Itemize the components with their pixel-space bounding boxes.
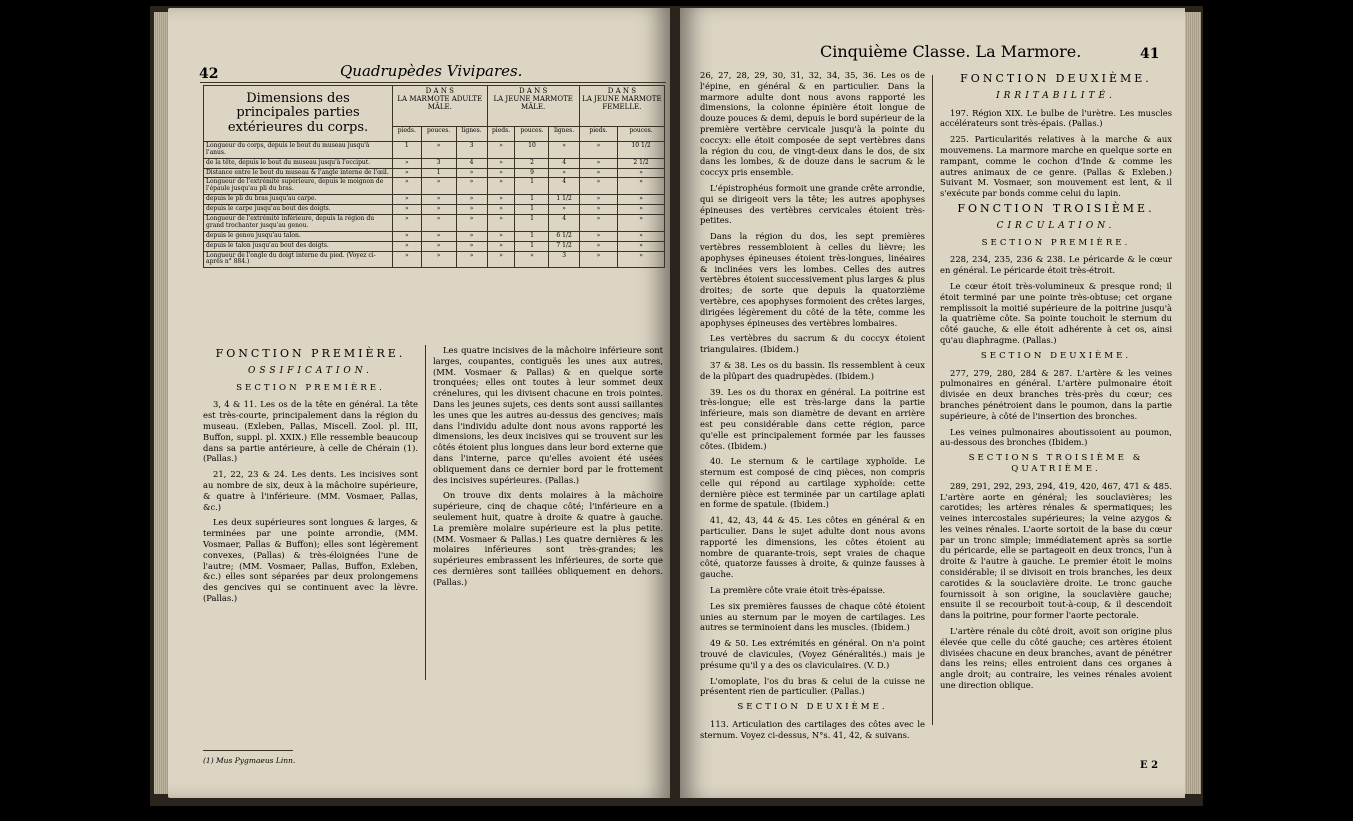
table-cell: 4 xyxy=(549,158,579,168)
table-cell: 9 xyxy=(515,168,549,178)
section-heading: SECTIONS TROISIÈME & QUATRIÈME. xyxy=(968,453,1144,474)
table-cell: 1 xyxy=(515,215,549,232)
left-running-head: Quadrupèdes Vivipares. xyxy=(340,62,523,80)
table-cell: » xyxy=(618,168,665,178)
unit-header: pouces. xyxy=(618,126,665,141)
paragraph: 49 & 50. Les extrémités en général. On n'a point trouvé de clavicules, (Voyez Généralités.) mais je présume qu'il y a des os claviculaires. (V. D.) xyxy=(700,638,925,670)
section-heading: CIRCULATION. xyxy=(996,220,1116,231)
section-heading: IRRITABILITÉ. xyxy=(996,90,1116,101)
table-cell: » xyxy=(393,168,422,178)
right-column-2 xyxy=(940,70,1172,696)
table-cell: » xyxy=(579,215,617,232)
table-cell: » xyxy=(421,205,456,215)
table-cell: 10 xyxy=(515,141,549,158)
unit-header: pieds. xyxy=(487,126,515,141)
table-cell: » xyxy=(421,241,456,251)
table-cell: » xyxy=(579,168,617,178)
table-cell: » xyxy=(456,168,487,178)
row-label: de la tête, depuis le bout du museau jusqu'à l'occiput. xyxy=(204,158,393,168)
table-cell: » xyxy=(579,231,617,241)
table-cell: » xyxy=(421,178,456,195)
table-cell: » xyxy=(487,178,515,195)
table-cell: » xyxy=(618,251,665,268)
table-cell: 1 xyxy=(393,141,422,158)
table-cell: 2 1/2 xyxy=(618,158,665,168)
paragraph: 228, 234, 235, 236 & 238. Le péricarde & le cœur en général. Le péricarde étoit très-étroit. xyxy=(940,254,1172,276)
table-cell: » xyxy=(393,158,422,168)
column-rule xyxy=(932,75,933,725)
paragraph: Les vertèbres du sacrum & du coccyx étoient triangulaires. (Ibidem.) xyxy=(700,333,925,355)
table-cell: » xyxy=(618,231,665,241)
table-cell: » xyxy=(393,241,422,251)
right-page-edges xyxy=(1185,12,1201,794)
table-cell: » xyxy=(618,215,665,232)
table-row xyxy=(204,215,665,232)
right-column-1 xyxy=(700,70,925,746)
paragraph: 39. Les os du thorax en général. La poitrine est très-longue; elle est très-large dans la partie inférieure, mais son diamètre de devant en arrière est peu considérable dans cette région, parce qu'elle est principalement formée par les fausses côtes. (Ibidem.) xyxy=(700,386,925,451)
table-cell: » xyxy=(487,231,515,241)
row-label: depuis le talon jusqu'au bout des doigts. xyxy=(204,241,393,251)
row-label: depuis le genou jusqu'au talon. xyxy=(204,231,393,241)
unit-header: lignes. xyxy=(549,126,579,141)
table-cell: 10 1/2 xyxy=(618,141,665,158)
footnote: (1) Mus Pygmaeus Linn. xyxy=(203,756,296,765)
paragraph: 113. Articulation des cartilages des côtes avec le sternum. Voyez ci-dessus, N°s. 41, 42, & suivans. xyxy=(700,719,925,740)
section-heading: SECTION PREMIÈRE. xyxy=(981,237,1131,248)
table-cell: » xyxy=(579,241,617,251)
table-cell: » xyxy=(515,251,549,268)
paragraph: 26, 27, 28, 29, 30, 31, 32, 34, 35, 36. Les os de l'épine, en général & en particulier. Dans la marmore adulte dont nous avons rapporté les dimensions, la colonne épinière étoit longue de douze pouces & demi, depuis le bord supérieur de la première vertèbre cervicale jusqu'à la pointe du coccyx: elle étoit composée de sept vertèbres dans la région du cou, de vingt-deux dans le dos, de six dans les lombes, & de douze dans le sacrum & le coccyx pris ensemble. xyxy=(700,70,925,178)
table-row xyxy=(204,158,665,168)
table-cell: » xyxy=(618,195,665,205)
table-cell: 3 xyxy=(456,141,487,158)
paragraph: 41, 42, 43, 44 & 45. Les côtes en général & en particulier. Dans le sujet adulte dont nous avons rapporté les dimensions, les côtes étoient au nombre de quarante-trois, sept vraies de chaque côté, quatorze fausses à droite, & quinze fausses à gauche. xyxy=(700,515,925,580)
section-heading: FONCTION TROISIÈME. xyxy=(957,201,1155,215)
table-cell: » xyxy=(456,251,487,268)
table-cell: » xyxy=(618,241,665,251)
signature-mark: E 2 xyxy=(1140,760,1159,771)
paragraph: 37 & 38. Les os du bassin. Ils ressemblent à ceux de la plûpart des quadrupèdes. (Ibidem.) xyxy=(700,359,925,381)
row-label: depuis le pli du bras jusqu'au carpe. xyxy=(204,195,393,205)
paragraph: La première côte vraie étoit très-épaisse. xyxy=(710,585,886,596)
right-page-number: 41 xyxy=(1140,46,1160,62)
paragraph: Les veines pulmonaires aboutissoient au poumon, au-dessous des bronches (Ibidem.) xyxy=(940,426,1172,448)
group-header: D A N S LA MARMOTE ADULTE MÂLE. xyxy=(393,86,488,127)
table-cell: 4 xyxy=(549,178,579,195)
unit-header: pouces. xyxy=(421,126,456,141)
paragraph: 21, 22, 23 & 24. Les dents. Les incisives sont au nombre de six, deux à la mâchoire supérieure, & quatre à l'inférieure. (MM. Vosmaer, Pallas, &c.) xyxy=(203,469,418,512)
left-head-rule xyxy=(200,82,666,83)
paragraph: 197. Région XIX. Le bulbe de l'urètre. Les muscles accélérateurs sont très-épais. (Pallas.) xyxy=(940,107,1172,129)
section-heading: SECTION DEUXIÈME. xyxy=(737,702,888,713)
left-column-2 xyxy=(433,345,663,593)
table-cell: » xyxy=(393,205,422,215)
table-cell: 7 1/2 xyxy=(549,241,579,251)
column-rule xyxy=(425,345,426,680)
section-heading: SECTION PREMIÈRE. xyxy=(236,382,385,393)
left-page-number: 42 xyxy=(199,66,219,82)
paragraph: 289, 291, 292, 293, 294, 419, 420, 467, 471 & 485. L'artère aorte en général; les souclavières; les carotides; les artères rénales & spermatiques; les veines intercostales supérieures; la veine azygos & les veines rénales. L'aorte sortoit de la base du cœur par un tronc simple; immédiatement après sa sortie du péricarde, elle se partageoit en deux troncs, l'un à droite & l'autre à gauche. Le premier étoit le moins considérable; il se divisoit en trois branches, les deux carotides & la souclavière droite. Le tronc gauche fournissoit à son origine, la souclavière gauche; ensuite il se recourboit tout-à-coup, & il descendoit dans la poitrine, pour former l'aorte pectorale. xyxy=(940,480,1172,621)
table-cell: 1 xyxy=(515,231,549,241)
table-cell: » xyxy=(618,178,665,195)
table-row xyxy=(204,241,665,251)
table-cell: » xyxy=(421,231,456,241)
unit-header: lignes. xyxy=(456,126,487,141)
section-heading: FONCTION PREMIÈRE. xyxy=(215,347,406,360)
table-cell: 6 1/2 xyxy=(549,231,579,241)
table-cell: 2 xyxy=(515,158,549,168)
section-heading: OSSIFICATION. xyxy=(248,365,373,376)
table-cell: » xyxy=(393,231,422,241)
unit-header: pieds. xyxy=(393,126,422,141)
table-cell: » xyxy=(549,141,579,158)
group-header: D A N S LA JEUNE MARMOTE FEMELLE. xyxy=(579,86,664,127)
left-column-1 xyxy=(203,345,418,609)
table-cell: » xyxy=(579,158,617,168)
table-cell: » xyxy=(421,251,456,268)
table-row xyxy=(204,178,665,195)
table-row xyxy=(204,231,665,241)
table-cell: » xyxy=(421,195,456,205)
table-cell: » xyxy=(487,158,515,168)
table-cell: » xyxy=(393,178,422,195)
group-header: D A N S LA JEUNE MARMOTE MÂLE. xyxy=(487,86,579,127)
table-cell: » xyxy=(456,195,487,205)
paragraph: Les quatre incisives de la mâchoire inférieure sont larges, coupantes, contiguës les unes aux autres, (MM. Vosmaer & Pallas) & en quelque sorte tronquées; elles ont toutes à leur sommet deux crénelures, qui les divisent chacune en trois pointes. Dans les jeunes sujets, ces dents sont aussi saillantes les unes que les autres au-dessus des gencives; mais dans l'individu adulte dont nous avons rapporté les dimensions, les deux incisives qui se trouvent sur les côtés étoient plus longues dans leur bord externe que dans l'interne, parce qu'elles avoient été usées obliquement dans ce dernier bord par le frottement des incisives supérieures. (Pallas.) xyxy=(433,345,663,485)
section-heading: SECTION DEUXIÈME. xyxy=(980,350,1132,361)
paragraph: Le cœur étoit très-volumineux & presque rond; il étoit terminé par une pointe très-obtuse; cet organe remplissoit la moitié supérieure de la poitrine jusqu'à la quatrième côte. Sa pointe touchoit le sternum du côté gauche, & elle étoit adhérente à cet os, ainsi qu'au diaphragme. (Pallas.) xyxy=(940,280,1172,345)
row-label: Longueur de l'extrémité supérieure, depuis le moignon de l'épaule jusqu'au pli du bras. xyxy=(204,178,393,195)
table-cell: » xyxy=(487,205,515,215)
table-cell: 3 xyxy=(549,251,579,268)
table-cell: » xyxy=(456,241,487,251)
paragraph: 225. Particularités relatives à la marche & aux mouvemens. La marmore marche en quelque sorte en rampant, comme le cochon d'Inde & comme les autres animaux de ce genre. (Pallas & Exleben.) Suivant M. Vosmaer, son mouvement est lent, & il s'exécute par bonds comme celui du lapin. xyxy=(940,134,1172,199)
table-row xyxy=(204,195,665,205)
table-cell: » xyxy=(393,251,422,268)
table-cell: » xyxy=(579,205,617,215)
table-cell: » xyxy=(487,241,515,251)
table-cell: » xyxy=(579,251,617,268)
table-cell: 1 xyxy=(515,241,549,251)
table-cell: 1 xyxy=(515,195,549,205)
table-cell: » xyxy=(579,141,617,158)
table-cell: 1 xyxy=(515,178,549,195)
paragraph: L'artère rénale du côté droit, avoit son origine plus élevée que celle du côté gauche; ces artères étoient divisées chacune en deux branches, avant de pénétrer dans les reins; elles entroient dans ces organes à angle droit; au contraire, les veines rénales avoient une direction oblique. xyxy=(940,626,1172,691)
table-cell: 1 1/2 xyxy=(549,195,579,205)
row-label: Longueur du corps, depuis le bout du museau jusqu'à l'anus. xyxy=(204,141,393,158)
table-cell: » xyxy=(456,231,487,241)
table-cell: » xyxy=(487,215,515,232)
table-cell: » xyxy=(456,205,487,215)
table-cell: » xyxy=(393,195,422,205)
table-cell: 1 xyxy=(515,205,549,215)
row-label: depuis le carpe jusqu'au bout des doigts. xyxy=(204,205,393,215)
table-cell: » xyxy=(421,141,456,158)
dimensions-table xyxy=(203,85,665,268)
unit-header: pieds. xyxy=(579,126,617,141)
table-cell: » xyxy=(487,195,515,205)
table-cell: » xyxy=(579,178,617,195)
paragraph: On trouve dix dents molaires à la mâchoire supérieure, cinq de chaque côté; l'inférieure en a seulement huit, quatre à droite & quatre à gauche. La première molaire supérieure est la plus petite. (MM. Vosmaer & Pallas.) Les quatre dernières & les molaires inférieures sont très-grandes; les supérieures embrassent les inférieures, de sorte que ces dernières sont taillées obliquement en dehors. (Pallas.) xyxy=(433,490,663,587)
table-cell: » xyxy=(393,215,422,232)
table-cell: » xyxy=(618,205,665,215)
section-heading: FONCTION DEUXIÈME. xyxy=(960,72,1152,85)
paragraph: 40. Le sternum & le cartilage xyphoïde. Le sternum est composé de cinq pièces, non compris celle qui répond au cartilage xyphoïde: cette dernière pièce est terminée par un cartilage aplati en forme de spatule. (Ibidem.) xyxy=(700,456,925,510)
table-cell: 3 xyxy=(421,158,456,168)
table-cell: 4 xyxy=(456,158,487,168)
row-label: Distance entre le bout du museau & l'angle interne de l'œil. xyxy=(204,168,393,178)
table-cell: 4 xyxy=(549,215,579,232)
table-row xyxy=(204,168,665,178)
left-page-edges xyxy=(154,12,168,794)
paragraph: 277, 279, 280, 284 & 287. L'artère & les veines pulmonaires en général. L'artère pulmonaire étoit divisée en deux branches très-près du cœur; ces branches pénétroient dans le poumon, dans la partie supérieure, à côté de l'insertion des bronches. xyxy=(940,367,1172,421)
paragraph: Dans la région du dos, les sept premières vertèbres ressembloient à celles du lièvre; les apophyses épineuses étoient très-longues, linéaires & inclinées vers les lombes. Celles des autres vertèbres étoient successivement plus larges & plus droites; de sorte que depuis la quatorzième vertèbre, ces apophyses formoient des crêtes larges, dirigées légèrement du côté de la tête, comme les apophyses épineuses des vertèbres lombaires. xyxy=(700,231,925,328)
table-cell: » xyxy=(487,168,515,178)
table-cell: » xyxy=(487,141,515,158)
table-row xyxy=(204,251,665,268)
paragraph: 3, 4 & 11. Les os de la tête en général. La tête est très-courte, principalement dans la région du museau. (Exleben, Pallas, Miscell. Zool. pl. III, Buffon, suppl. pl. XXIX.) Elle ressemble beaucoup dans sa partie antérieure, à celle de Chérain (1). (Pallas.) xyxy=(203,399,418,464)
row-label: Longueur de l'ongle du doigt interne du pied. (Voyez ci-après n° 884.) xyxy=(204,251,393,268)
table-cell: » xyxy=(579,195,617,205)
table-row xyxy=(204,205,665,215)
table-cell: » xyxy=(487,251,515,268)
table-row xyxy=(204,141,665,158)
table-cell: » xyxy=(549,168,579,178)
table-cell: » xyxy=(549,205,579,215)
unit-header: pouces. xyxy=(515,126,549,141)
paragraph: L'épistrophéus formoit une grande crête arrondie, qui se dirigeoit vers la tête; les autres apophyses épineuses des vertèbres cervicales étoient très-petites. xyxy=(700,182,925,226)
paragraph: L'omoplate, l'os du bras & celui de la cuisse ne présentent rien de particulier. (Pallas.) xyxy=(700,675,925,697)
paragraph: Les deux supérieures sont longues & larges, & terminées par une pointe arrondie, (MM. Vosmaer, Pallas & Buffon); elles sont légèrement convexes, (Pallas) & très-éloignées l'une de l'autre; (MM. Vosmaer, Pallas, Buffon, Exleben, &c.) elles sont séparées par deux prolongemens des gencives qui se continuent avec la lèvre. (Pallas.) xyxy=(203,517,418,603)
row-label: Longueur de l'extrémité inférieure, depuis la région du grand trochanter jusqu'au genou. xyxy=(204,215,393,232)
table-cell: 1 xyxy=(421,168,456,178)
right-running-head: Cinquième Classe. La Marmore. xyxy=(820,42,1082,61)
paragraph: Les six premières fausses de chaque côté étoient unies au sternum par le moyen de cartilages. Les autres se terminoient dans les muscles. (Ibidem.) xyxy=(700,600,925,633)
table-title: Dimensions des principales parties extérieures du corps. xyxy=(204,86,393,142)
footnote-rule xyxy=(203,750,293,751)
table-cell: » xyxy=(456,215,487,232)
table-cell: » xyxy=(456,178,487,195)
table-cell: » xyxy=(421,215,456,232)
